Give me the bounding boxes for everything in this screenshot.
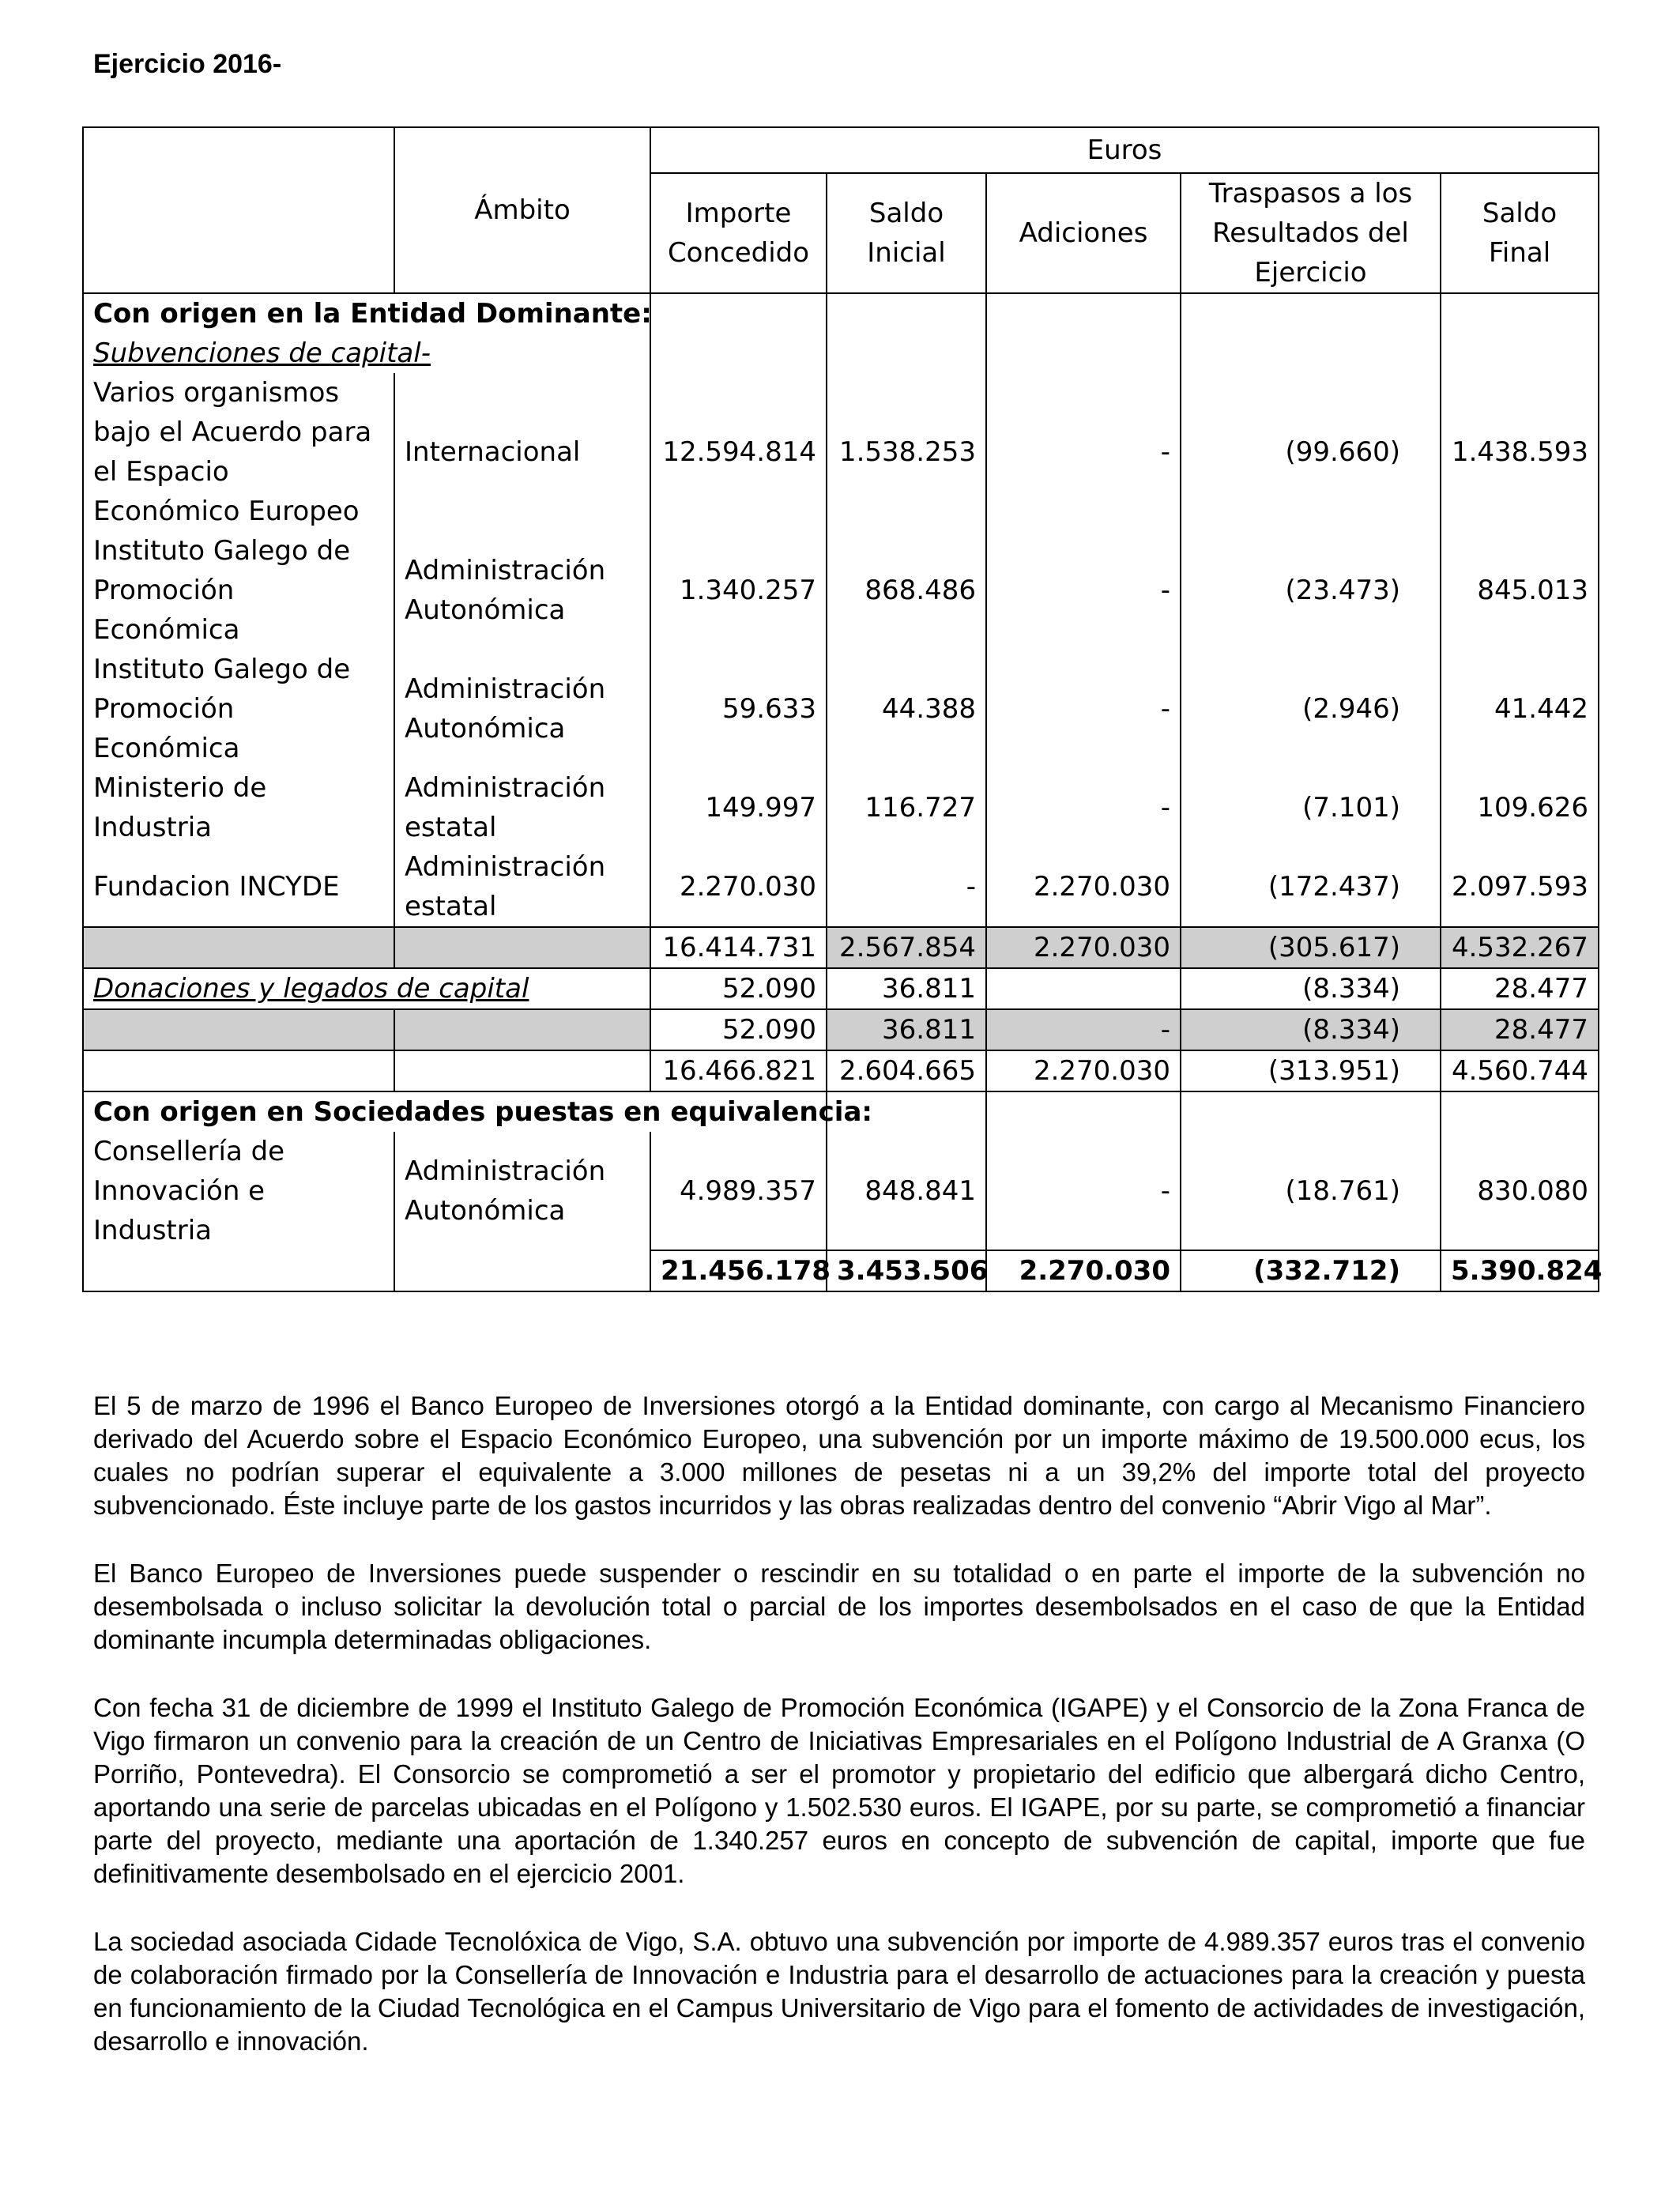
- saldo-inicial-cell: 116.727: [827, 768, 986, 847]
- saldo-inicial-cell: 36.811: [827, 1009, 986, 1050]
- importe-cell: 16.466.821: [650, 1050, 827, 1091]
- saldo-final-cell: 28.477: [1441, 1009, 1599, 1050]
- traspasos-cell: (18.761): [1181, 1132, 1441, 1250]
- adiciones-cell: -: [986, 1009, 1181, 1050]
- ambito-cell: Administración Autonómica: [394, 650, 650, 768]
- importe-cell: 16.414.731: [650, 927, 827, 968]
- adiciones-cell: 2.270.030: [986, 1050, 1181, 1091]
- grants-table: [82, 126, 1603, 1292]
- donaciones-label: Donaciones y legados de capital: [83, 968, 650, 1009]
- traspasos-cell: (172.437): [1181, 847, 1441, 927]
- header-euros: Euros: [650, 127, 1599, 173]
- saldo-inicial-cell: 848.841: [827, 1132, 986, 1250]
- saldo-inicial-cell: 2.567.854: [827, 927, 986, 968]
- saldo-final-cell: 2.097.593: [1441, 847, 1599, 927]
- saldo-final-cell: 41.442: [1441, 650, 1599, 768]
- importe-cell: 52.090: [650, 1009, 827, 1050]
- paragraph: El 5 de marzo de 1996 el Banco Europeo de Inversiones otorgó a la Entidad dominante, con cargo al Mecanismo Financiero derivado del Acuerdo sobre el Espacio Económico Europeo, una subvención por un importe máximo de 19.500.000 ecus, los cuales no podrían superar el equivalente a 3.000 millones de pesetas ni a un 39,2% del importe total del proyecto subvencionado. Éste incluye parte de los gastos incurridos y las obras realizadas dentro del convenio “Abrir Vigo al Mar”.: [93, 1391, 1585, 1520]
- donaciones-row: [83, 968, 1599, 1009]
- importe-cell: 2.270.030: [650, 847, 827, 927]
- table-row: [83, 531, 1599, 650]
- table-row: [83, 373, 1599, 531]
- table-row: [83, 768, 1599, 847]
- traspasos-cell: (23.473): [1181, 531, 1441, 650]
- entity-cell: Varios organismos bajo el Acuerdo para el Espacio Económico Europeo: [83, 373, 394, 531]
- subv-title-row: [83, 334, 1599, 373]
- saldo-inicial-cell: 36.811: [827, 968, 986, 1009]
- saldo-final-cell: 28.477: [1441, 968, 1599, 1009]
- traspasos-cell: (8.334): [1181, 968, 1441, 1009]
- entity-cell: Ministerio de Industria: [83, 768, 394, 847]
- adiciones-cell: 2.270.030: [986, 927, 1181, 968]
- adiciones-cell: 2.270.030: [986, 847, 1181, 927]
- ambito-cell: Administración estatal: [394, 847, 650, 927]
- subtotal-subvenciones-row: [83, 927, 1599, 968]
- paragraph: Con fecha 31 de diciembre de 1999 el Instituto Galego de Promoción Económica (IGAPE) y el Consorcio de la Zona Franca de Vigo firmaron un convenio para la creación de un Centro de Iniciativas Empresariales en el Polígono Industrial de A Granxa (O Porriño, Pontevedra). El Consorcio se comprometió a ser el promotor y propietario del edificio que albergará dicho Centro, aportando una serie de parcelas ubicadas en el Polígono y 1.502.530 euros. El IGAPE, por su parte, se comprometió a financiar parte del proyecto, mediante una aportación de 1.340.257 euros en concepto de subvención de capital, importe que fue definitivamente desembolsado en el ejercicio 2001.: [93, 1693, 1585, 1888]
- importe-cell: 149.997: [650, 768, 827, 847]
- grand-total-row: [83, 1250, 1599, 1291]
- notes-text: [93, 1389, 1585, 2093]
- importe-cell: 12.594.814: [650, 373, 827, 531]
- ambito-cell: Administración Autonómica: [394, 531, 650, 650]
- section-title-row: [83, 293, 1599, 334]
- saldo-inicial-cell: 868.486: [827, 531, 986, 650]
- ambito-cell: Internacional: [394, 373, 650, 531]
- saldo-final-cell: 845.013: [1441, 531, 1599, 650]
- paragraph: La sociedad asociada Cidade Tecnolóxica de Vigo, S.A. obtuvo una subvención por importe de 4.989.357 euros tras el convenio de colaboración firmado por la Consellería de Innovación e Industria para el desarrollo de actuaciones para la creación y puesta en funcionamiento de la Ciudad Tecnológica en el Campus Universitario de Vigo para el fomento de actividades de investigación, desarrollo e innovación.: [93, 1927, 1585, 2056]
- saldo-final-cell: 1.438.593: [1441, 373, 1599, 531]
- traspasos-cell: (8.334): [1181, 1009, 1441, 1050]
- entity-cell: Instituto Galego de Promoción Económica: [83, 650, 394, 768]
- entity-cell: Fundacion INCYDE: [83, 847, 394, 927]
- importe-cell: 21.456.178: [650, 1250, 827, 1291]
- subtotal-donaciones-row: [83, 1009, 1599, 1050]
- paragraph: El Banco Europeo de Inversiones puede suspender o rescindir en su totalidad o en parte el importe de la subvención no desembolsada o incluso solicitar la devolución total o parcial de los importes desembolsados en el caso de que la Entidad dominante incumpla determinadas obligaciones.: [93, 1559, 1585, 1654]
- section-equivalencia-row: [83, 1091, 1599, 1132]
- header-traspasos: Traspasos a los Resultados del Ejercicio: [1181, 173, 1441, 293]
- saldo-inicial-cell: 1.538.253: [827, 373, 986, 531]
- table-row: [83, 847, 1599, 927]
- section-dominante-title: Con origen en la Entidad Dominante:: [83, 293, 650, 334]
- ambito-cell: Administración Autonómica: [394, 1132, 650, 1250]
- entity-cell: Consellería de Innovación e Industria: [83, 1132, 394, 1250]
- importe-cell: 4.989.357: [650, 1132, 827, 1250]
- importe-cell: 1.340.257: [650, 531, 827, 650]
- saldo-final-cell: 4.532.267: [1441, 927, 1599, 968]
- importe-cell: 52.090: [650, 968, 827, 1009]
- traspasos-cell: (2.946): [1181, 650, 1441, 768]
- traspasos-cell: (305.617): [1181, 927, 1441, 968]
- adiciones-cell: [986, 968, 1181, 1009]
- traspasos-cell: (99.660): [1181, 373, 1441, 531]
- adiciones-cell: -: [986, 531, 1181, 650]
- table-row: [83, 650, 1599, 768]
- equiv-row: [83, 1132, 1599, 1250]
- saldo-inicial-cell: 3.453.506: [827, 1250, 986, 1291]
- page-heading: Ejercicio 2016-: [93, 49, 282, 79]
- saldo-final-cell: 830.080: [1441, 1132, 1599, 1250]
- traspasos-cell: (7.101): [1181, 768, 1441, 847]
- saldo-inicial-cell: 44.388: [827, 650, 986, 768]
- header-importe-concedido: Importe Concedido: [650, 173, 827, 293]
- saldo-inicial-cell: 2.604.665: [827, 1050, 986, 1091]
- traspasos-cell: (313.951): [1181, 1050, 1441, 1091]
- ambito-cell: Administración estatal: [394, 768, 650, 847]
- entity-cell: Instituto Galego de Promoción Económica: [83, 531, 394, 650]
- subvenciones-title: Subvenciones de capital-: [83, 334, 650, 373]
- adiciones-cell: -: [986, 1132, 1181, 1250]
- adiciones-cell: -: [986, 650, 1181, 768]
- adiciones-cell: 2.270.030: [986, 1250, 1181, 1291]
- saldo-final-cell: 5.390.824: [1441, 1250, 1599, 1291]
- importe-cell: 59.633: [650, 650, 827, 768]
- adiciones-cell: -: [986, 373, 1181, 531]
- section-equivalencia-title: Con origen en Sociedades puestas en equivalencia:: [83, 1091, 827, 1132]
- adiciones-cell: -: [986, 768, 1181, 847]
- header-saldo-inicial: Saldo Inicial: [827, 173, 986, 293]
- header-adiciones: Adiciones: [986, 173, 1181, 293]
- saldo-final-cell: 4.560.744: [1441, 1050, 1599, 1091]
- header-ambito: Ámbito: [394, 127, 650, 293]
- saldo-inicial-cell: -: [827, 847, 986, 927]
- header-row-euros: [83, 127, 1599, 173]
- header-saldo-final: Saldo Final: [1441, 173, 1599, 293]
- traspasos-cell: (332.712): [1181, 1250, 1441, 1291]
- total-dominante-row: [83, 1050, 1599, 1091]
- header-blank-cell: [83, 127, 394, 293]
- saldo-final-cell: 109.626: [1441, 768, 1599, 847]
